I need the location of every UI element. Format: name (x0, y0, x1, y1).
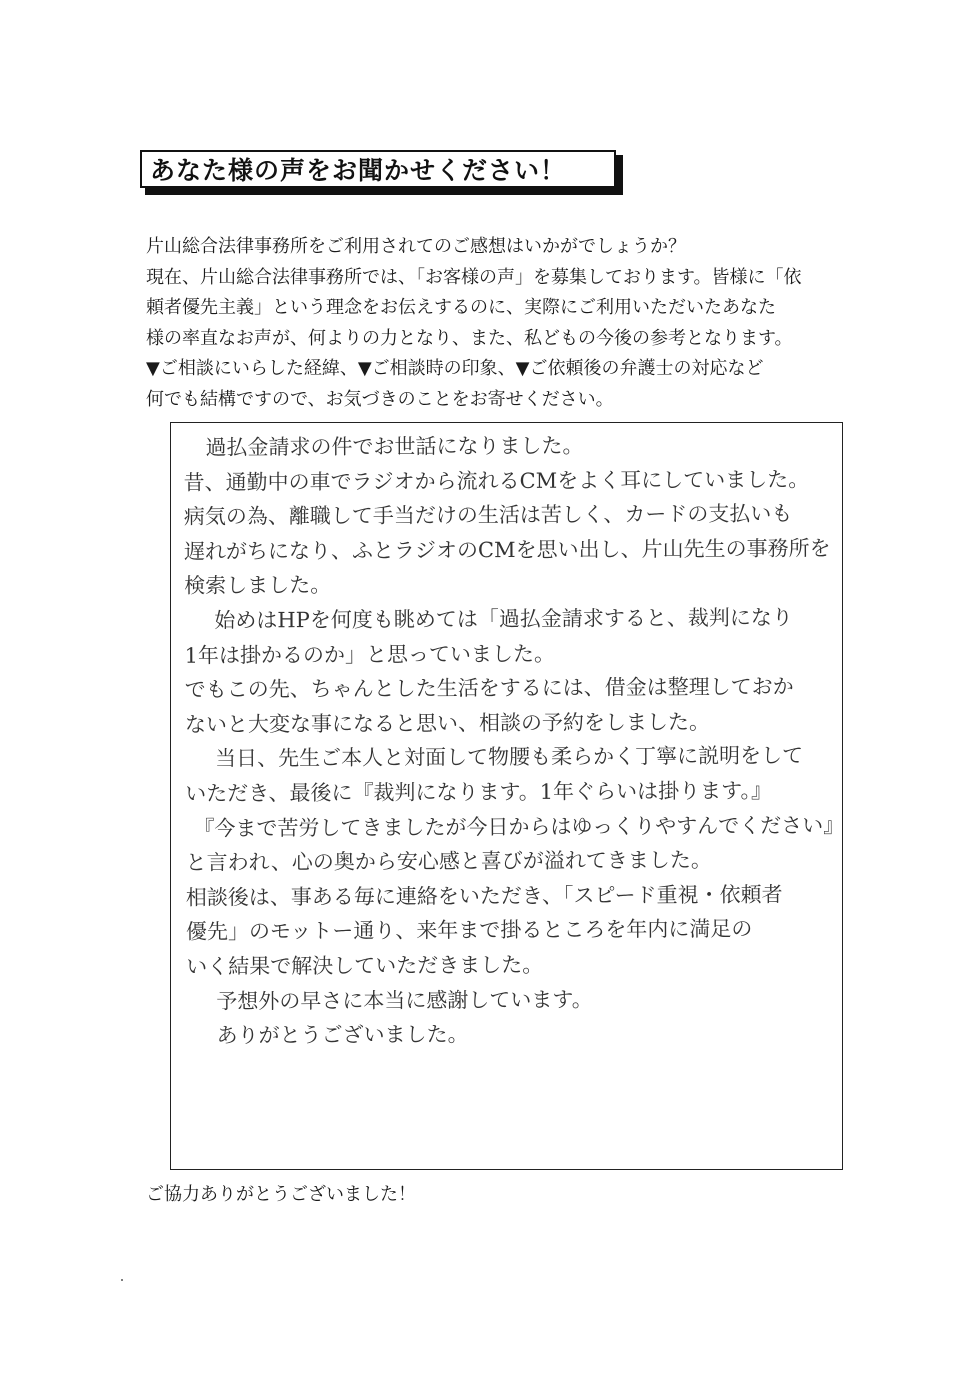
intro-line: 片山総合法律事務所をご利用されてのご感想はいかがでしょうか？ (146, 236, 686, 257)
letter-line: いただき、最後に『裁判になります。1年ぐらいは掛ります。』 (185, 778, 773, 806)
scan-speck (121, 1279, 123, 1281)
page-title: あなた様の声をお聞かせください！ (150, 156, 567, 185)
letter-line: 相談後は、事ある毎に連絡をいただき、「スピード重視・依頼者 (185, 882, 783, 910)
letter-line: 昔、通勤中の車でラジオから流れるCMをよく耳にしていました。 (183, 467, 810, 495)
intro-line: ▼ご相談にいらした経緯、▼ご相談時の印象、▼ご依頼後の弁護士の対応など (146, 358, 764, 379)
letter-line: ありがとうございました。 (216, 1022, 469, 1048)
letter-line: と言われ、心の奥から安心感と喜びが溢れてきました。 (185, 848, 712, 875)
intro-line: 様の率直なお声が、何よりの力となり、また、私どもの今後の参考となります。 (146, 327, 793, 349)
intro-line: 頼者優先主義」という理念をお伝えするのに、実際にご利用いただいたあなた (146, 297, 776, 318)
letter-line: 予想外の早さに本当に感謝しています。 (216, 987, 593, 1014)
letter-line: 『今まで苦労してきましたが今日からはゆっくりやすんでください』 (193, 812, 845, 841)
letter-line: でもこの先、ちゃんとした生活をするには、借金は整理しておか (184, 674, 794, 702)
letter-line: ないと大変な事になると思い、相談の予約をしました。 (184, 709, 710, 737)
closing-thanks: ご協力ありがとうございました！ (146, 1184, 416, 1205)
letter-line: 過払金請求の件でお世話になりました。 (205, 433, 584, 460)
letter-line: 当日、先生ご本人と対面して物腰も柔らかく丁寧に説明をして (215, 743, 804, 771)
intro-line: 何でも結構ですので、お気づきのことをお寄せください。 (146, 388, 614, 410)
letter-line: 1年は掛かるのか」と思っていました。 (184, 641, 555, 668)
letter-line: 検索しました。 (184, 573, 332, 599)
letter-line: 始めはHPを何度も眺めては「過払金請求すると、裁判になり (214, 605, 793, 633)
intro-line: 現在、片山総合法律事務所では、「お客様の声」を募集しております。皆様に「依 (146, 266, 802, 288)
letter-line: 優先」のモットー通り、来年まで掛るところを年内に満足の (185, 917, 753, 945)
title-banner-box (140, 150, 616, 188)
handwritten-letter (183, 427, 845, 1053)
letter-line: 遅れがちになり、ふとラジオのCMを思い出し、片山先生の事務所を (183, 536, 831, 564)
customer-letter-box (170, 422, 843, 1170)
letter-line: いく結果で解決していただきました。 (186, 952, 544, 979)
title-banner (140, 150, 624, 196)
letter-line: 病気の為、離職して手当だけの生活は苦しく、カードの支払いも (183, 501, 793, 529)
intro-paragraph (146, 232, 846, 415)
